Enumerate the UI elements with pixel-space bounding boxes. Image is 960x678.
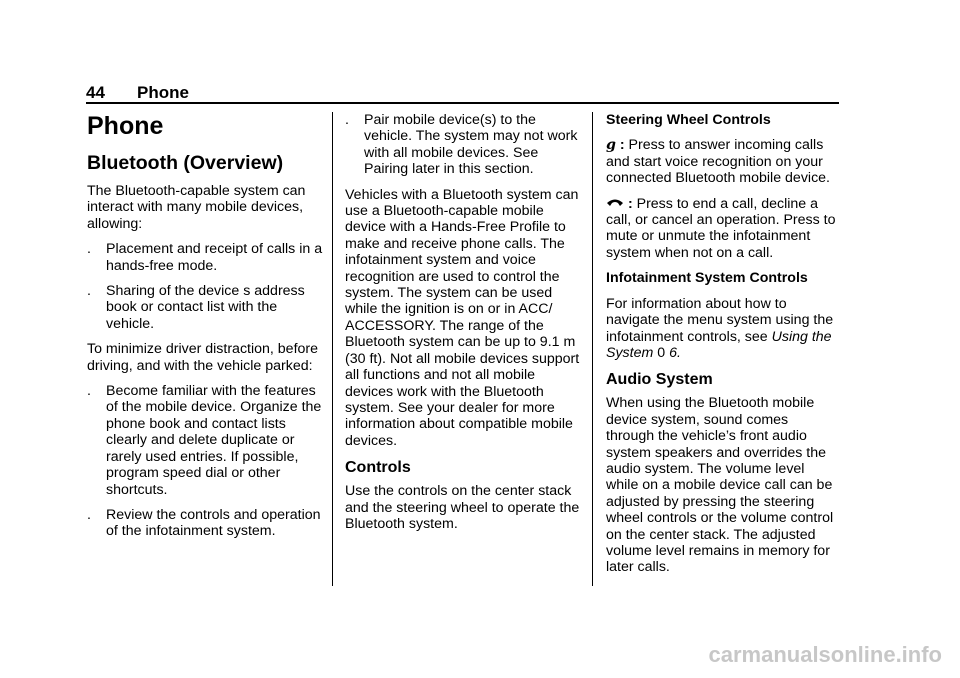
column-1 <box>87 112 323 549</box>
call-button-paragraph: g : Press to answer incoming calls and start voice recognition on your connected Bluetooth mobile device. <box>606 137 830 187</box>
bullet-mark: . <box>87 283 91 300</box>
watermark: carmanualsonline.info <box>708 642 942 667</box>
column-divider-2 <box>592 112 593 586</box>
section-heading-bluetooth: Bluetooth (Overview) <box>87 152 284 174</box>
page-number: 44 <box>86 83 105 102</box>
page-ref-icon: 0 <box>657 344 666 361</box>
bullet-mark: . <box>87 383 91 400</box>
list-item <box>87 383 323 498</box>
bluetooth-system-paragraph: Vehicles with a Bluetooth system can use a Bluetooth-capable mobile device with a Hands-Free Profile to make and receive phone calls. The infotainment system and voice recognition are used to control the system. The system can be used while the ignition is on or in ACC/ ACCESSORY. The range of the Bluetooth system can be up to 9.1 m (30 ft). Not all mobile devices support all functions and not all mobile devices work with the Bluetooth system. See your dealer for more information about compatible mobile devices. <box>345 186 580 449</box>
infotainment-controls-text: For information about how to navigate the menu system using the infotainment controls, see <box>606 295 834 345</box>
bullet-text: Review the controls and operation of the infotainment system. <box>106 506 321 540</box>
list-item <box>345 112 581 178</box>
end-call-icon <box>606 196 624 212</box>
bullet-text: Sharing of the device s address book or contact list with the vehicle. <box>106 283 305 332</box>
audio-system-paragraph: When using the Bluetooth mobile device system, sound comes through the vehicle’s front audio system speakers and overrides the audio system. The volume level while on a mobile device call can be adjusted by pressing the steering wheel controls or the volume control on the center stack. The adjusted volume level remains in memory for later calls. <box>606 395 834 576</box>
column-2 <box>345 112 581 541</box>
section-heading-audio: Audio System <box>606 371 713 389</box>
end-call-text: Press to end a call, decline a call, or cancel an operation. Press to mute or unmute the infotainment system when not on a call. <box>606 195 836 261</box>
bullet-mark: . <box>87 241 91 258</box>
list-item <box>87 241 323 274</box>
cross-reference-link[interactable]: Using the System <box>606 328 832 361</box>
end-call-paragraph: : Press to end a call, decline a call, or cancel an operation. Press to mute or unmute the infotainment system when not on a call. <box>606 195 836 261</box>
infotainment-controls-heading: Infotainment System Controls <box>606 270 808 287</box>
steering-controls-heading: Steering Wheel Controls <box>606 112 771 128</box>
intro-paragraph: The Bluetooth-capable system can interact with many mobile devices, allowing: <box>87 183 306 232</box>
bullet-text: Become familiar with the features of the mobile device. Organize the phone book and contact lists clearly and delete duplicate or rarely used entries. If possible, program speed dial or other shortcuts. <box>106 383 322 498</box>
driver-distraction-paragraph: To minimize driver distraction, before driving, and with the vehicle parked: <box>87 341 319 374</box>
bullet-text: Pair mobile device(s) to the vehicle. The system may not work with all mobile devices. See Pairing later in this section. <box>364 112 578 178</box>
section-title: Phone <box>137 83 189 102</box>
infotainment-controls-paragraph <box>606 296 840 362</box>
header-divider <box>86 102 839 104</box>
column-divider-1 <box>332 112 333 586</box>
call-button-text: Press to answer incoming calls and start voice recognition on your connected Bluetooth mobile device. <box>606 137 830 187</box>
bullet-text: Placement and receipt of calls in a hands-free mode. <box>106 241 323 274</box>
page-reference[interactable]: 6. <box>669 344 681 361</box>
end-call-icon-graphic <box>606 197 624 208</box>
section-heading-controls: Controls <box>345 459 411 477</box>
bullet-mark: . <box>87 506 91 523</box>
column-3 <box>606 112 840 585</box>
bullet-mark: . <box>345 112 349 128</box>
push-to-talk-icon: g <box>606 137 616 154</box>
page-title: Phone <box>87 112 164 140</box>
list-item <box>87 283 323 332</box>
list-item <box>87 507 323 540</box>
controls-paragraph: Use the controls on the center stack and the steering wheel to operate the Bluetooth system. <box>345 483 580 532</box>
